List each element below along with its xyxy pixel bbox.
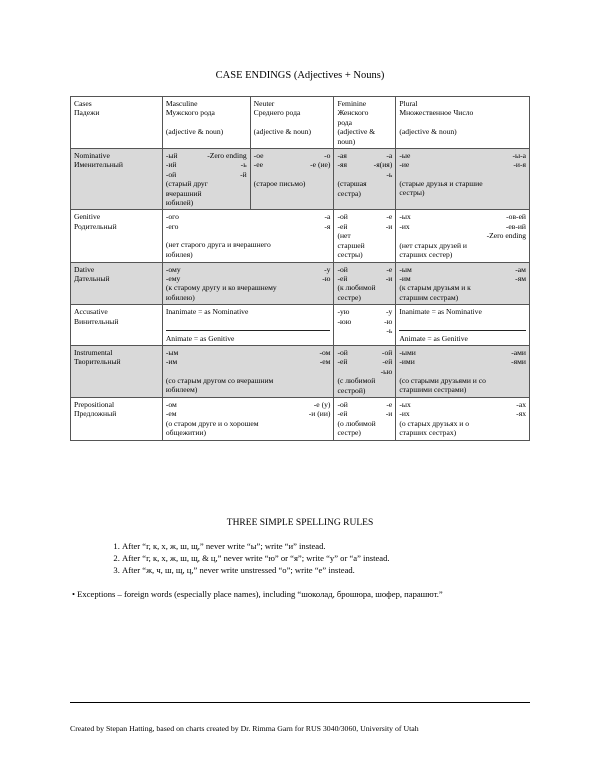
dative-plural: -ым -ам -им -ям (к старым друзьям и к старшим сестрам) <box>396 262 530 305</box>
instrumental-masc-neut: -ым -ом -им -ем (со старым другом со вчерашним юбилеем) <box>162 345 334 397</box>
header-plural: Plural Множественное Число (adjective & noun) <box>396 97 530 149</box>
header-masculine: Masculine Мужского рода (adjective & noun) <box>162 97 250 149</box>
dative-masc-neut: -ому -у -ему -ю (к старому другу и ко вчерашнему юбилею) <box>162 262 334 305</box>
instrumental-row <box>71 345 530 397</box>
header-feminine: Feminine Женского рода (adjective & noun) <box>334 97 396 149</box>
rule-item: 2. After “г, к, х, ж, ш, щ, & ц,” never write “ю” or “я”; write “у” or “а” instead. <box>122 552 562 564</box>
nominative-feminine: -ая -а -яя -я(ия) -ь (старшая сестра) <box>334 149 396 210</box>
case-label: Dative Дательный <box>71 262 163 305</box>
rule-item: 3. After “ж, ч, ш, щ, ц,” never write unstressed “о”; write “е” instead. <box>122 564 562 576</box>
prepositional-masc-neut: -ом -е (у) -ем -и (ии) (о старом друге и о хорошем общежитии) <box>162 397 334 440</box>
header-row <box>71 97 530 149</box>
spelling-rules-list <box>100 540 562 576</box>
rules-heading: THREE SIMPLE SPELLING RULES <box>226 518 374 528</box>
header-neuter: Neuter Среднего рода (adjective & noun) <box>250 97 334 149</box>
dative-feminine: -ой -е -ей -и (к любимой сестре) <box>334 262 396 305</box>
case-label: Genitive Родительный <box>71 210 163 262</box>
genitive-masc-neut: -ого -а -его -я (нет старого друга и вчерашнего юбилея) <box>162 210 334 262</box>
accusative-row <box>71 305 530 346</box>
prepositional-plural: -ых -ах -их -ях (о старых друзьях и о старших сестрах) <box>396 397 530 440</box>
footer-credit: Created by Stepan Hatting, based on charts created by Dr. Rimma Garn for RUS 3040/3060, University of Utah <box>70 724 419 733</box>
page-title: CASE ENDINGS (Adjectives + Nouns) <box>215 70 385 81</box>
case-label: Prepositional Предложный <box>71 397 163 440</box>
bullet-icon: • <box>72 589 78 599</box>
nominative-masculine: -ый -Zero ending -ий -ь -ой -й (старый друг вчерашний юбилей) <box>162 149 250 210</box>
nominative-plural: -ые -ы-а -ие -и-я (старые друзья и старшие сестры) <box>396 149 530 210</box>
header-cases: Cases Падежи <box>71 97 163 149</box>
genitive-plural: -ых -ов-ей -их -ев-ий -Zero ending (нет старых друзей и старших сестер) <box>396 210 530 262</box>
case-endings-table <box>70 96 530 441</box>
instrumental-plural: -ыми -ами -ими -ями (со старыми друзьями и со старшими сестрами) <box>396 345 530 397</box>
nominative-row <box>71 149 530 210</box>
instrumental-feminine: -ой -ой -ей -ей -ью (с любимой сестрой) <box>334 345 396 397</box>
prepositional-feminine: -ой -е -ей -и (о любимой сестре) <box>334 397 396 440</box>
footer-divider <box>70 702 530 703</box>
case-label: Nominative Именительный <box>71 149 163 210</box>
accusative-plural: Inanimate = as Nominative Animate = as Genitive <box>396 305 530 346</box>
prepositional-row <box>71 397 530 440</box>
genitive-feminine: -ой -е -ей -и (нет старшей сестры) <box>334 210 396 262</box>
exceptions-note: • Exceptions – foreign words (especially place names), including “шоколад, брошюра, шофер, парашют.” <box>72 589 443 599</box>
accusative-masc-neut: Inanimate = as Nominative Animate = as Genitive <box>162 305 334 346</box>
nominative-neuter: -ое -о -ее -е (ие) (старое письмо) <box>250 149 334 210</box>
rule-item: 1. After “г, к, х, ж, ш, щ,” never write “ы”; write “и” instead. <box>122 540 562 552</box>
genitive-row <box>71 210 530 262</box>
dative-row <box>71 262 530 305</box>
accusative-feminine: -ую -у -юю -ю -ь <box>334 305 396 346</box>
case-label: Instrumental Творительный <box>71 345 163 397</box>
case-label: Accusative Винительный <box>71 305 163 346</box>
